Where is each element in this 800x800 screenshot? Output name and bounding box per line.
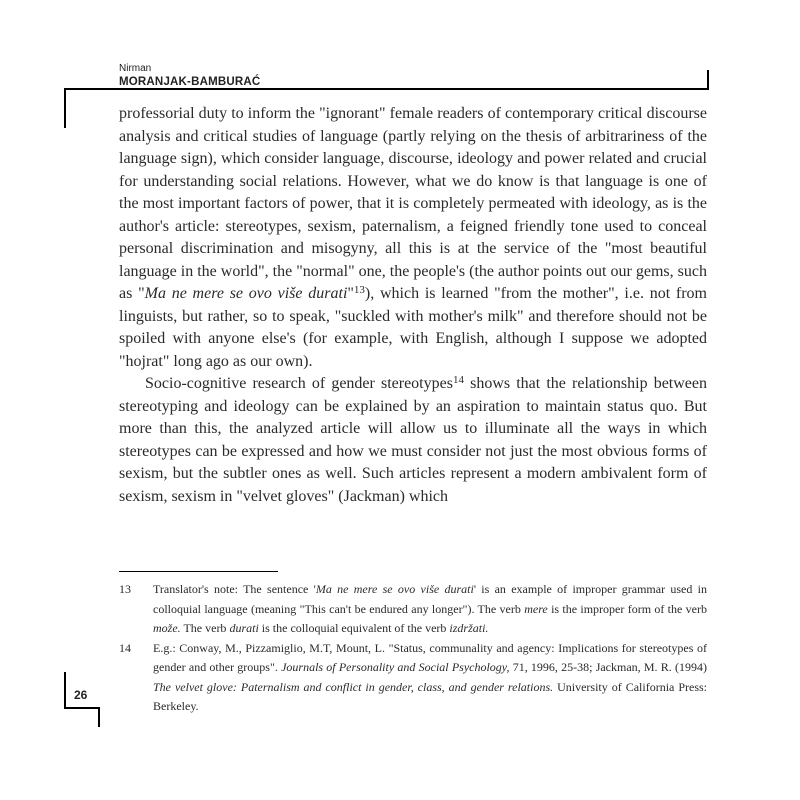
footnote-separator	[119, 571, 278, 572]
header-rule-right-tick	[707, 70, 709, 90]
running-header-author	[119, 63, 260, 89]
footnote-13	[119, 580, 707, 639]
footnote-ref-14: 14	[452, 374, 464, 386]
footnote-number: 14	[119, 640, 131, 655]
paragraph-1: professorial duty to inform the "ignorant" female readers of contemporary critical discourse analysis and critical studies of language (partly relying on the thesis of arbitrariness of the language sign), which consider language, discourse, ideology and power related and crucial for understanding social relations. However, what we do know is that language is one of the most important factors of power, that it is completely permeated with ideology, as is the author's article: stereotypes, sexism, paternalism, a feigned friendly tone used to conceal personal discrimination and misogyny, all this is at the service of the "most beautiful language in the world", the "normal" one, the people's (the author points out our gems, such as "Ma ne mere se ovo više durati"$^{13}$), which is learned "from the mother", i.e. not from linguists, but rather, so to speak, "suckled with mother's milk" and therefore should not be spoiled with anyone else's (for example, with English, although I suppose we adopted "hojrat" long ago as our own).	[119, 105, 708, 370]
footnote-ref-13: 13	[353, 284, 365, 296]
footer-rule-right-tick	[98, 707, 100, 727]
footnote-text: E.g.: Conway, M., Pizzamiglio, M.T, Mount, L. "Status, communality and agency: Implications for stereotypes of gender and other groups". Journals of Personality and Social Psychology, 71, 1996, 25-38; Jackman, M. R. (1994) The velvet glove: Paternalism and conflict in gender, class, and gender relations. University of California Press: Berkeley.	[153, 640, 707, 713]
header-rule-left-tick	[64, 88, 66, 128]
quoted-phrase: Ma ne mere se ovo više durati	[144, 285, 348, 302]
body-text	[119, 103, 707, 508]
footnote-14	[119, 639, 707, 717]
header-rule	[64, 88, 708, 90]
footer-rule	[64, 707, 100, 709]
page-number: 26	[74, 688, 88, 702]
author-last-name: MORANJAK-BAMBURAĆ	[119, 76, 261, 88]
footnote-text: Translator's note: The sentence 'Ma ne mere se ovo više durati' is an example of improper grammar used in colloquial language (meaning "This can't be endured any longer"). The verb mere is the improper form of the verb može. The verb durati is the colloquial equivalent of the verb izdržati.	[153, 582, 707, 635]
footer-rule-left-tick	[64, 672, 66, 709]
footnotes	[119, 580, 707, 717]
paragraph-2: Socio-cognitive research of gender stereotypes$^{14}$ shows that the relationship between stereotyping and ideology can be explained by an aspiration to maintain status quo. But more than this, the analyzed article will allow us to illuminate all the ways in which stereotypes can be expressed and how we must consider not just the most obvious forms of sexism, but the subtler ones as well. Such articles represent a modern ambivalent form of sexism, sexism in "velvet gloves" (Jackman) which	[119, 374, 708, 505]
author-first-name: Nirman	[119, 63, 152, 74]
footnote-number: 13	[119, 582, 131, 596]
